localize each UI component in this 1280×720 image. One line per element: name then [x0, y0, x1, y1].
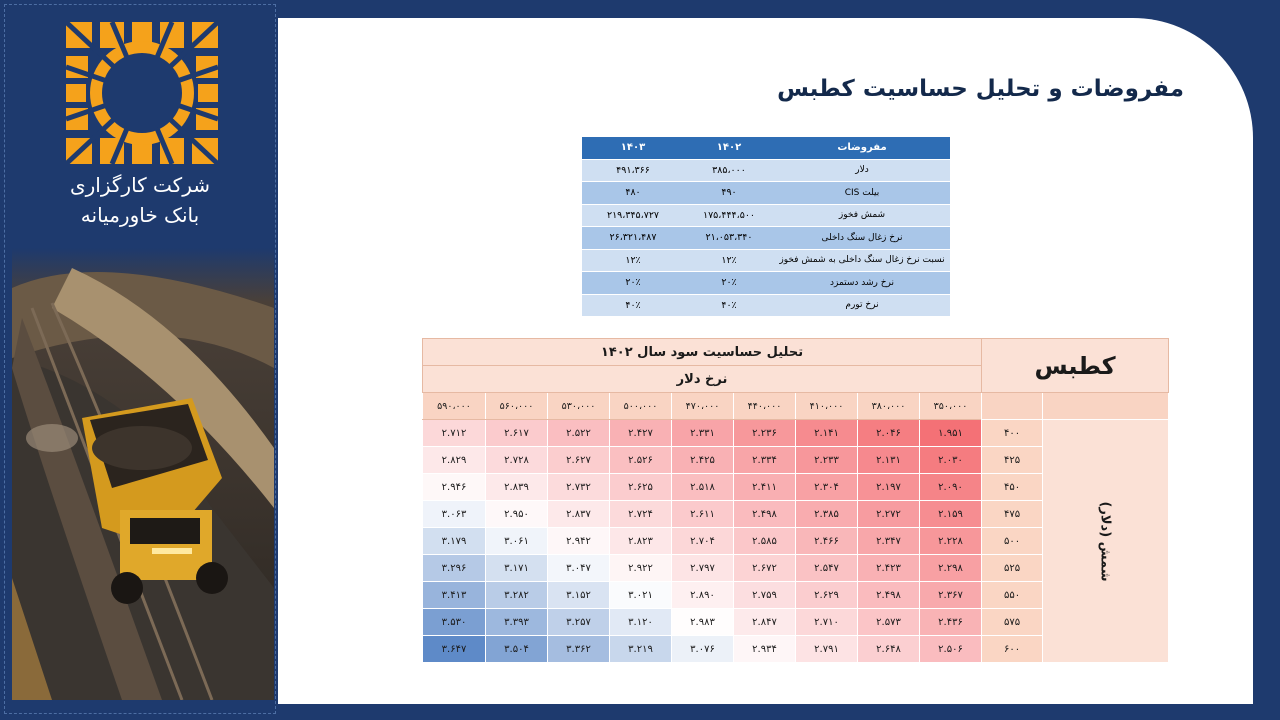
sensitivity-cell: ۲.۴۹۸ — [734, 501, 796, 528]
sensitivity-cell: ۳.۳۹۳ — [486, 609, 548, 636]
sensitivity-cell: ۲.۷۳۲ — [548, 474, 610, 501]
axis-corner — [982, 393, 1043, 420]
ingot-price-header: ۵۰۰ — [982, 528, 1043, 555]
sensitivity-cell: ۳.۲۹۶ — [423, 555, 486, 582]
sidebar — [0, 0, 280, 720]
ingot-price-header: ۴۰۰ — [982, 420, 1043, 447]
sensitivity-cell: ۲.۰۴۶ — [858, 420, 920, 447]
sensitivity-cell: ۲.۶۴۸ — [858, 636, 920, 663]
assumption-label: بیلت CIS — [774, 182, 950, 205]
assumption-label: شمش فخوز — [774, 204, 950, 227]
sensitivity-cell: ۳.۰۶۳ — [423, 501, 486, 528]
assumption-value: ۲۱،۰۵۳،۳۴۰ — [684, 227, 774, 250]
dollar-rate-header: ۳۸۰،۰۰۰ — [858, 393, 920, 420]
sensitivity-cell: ۳.۱۷۹ — [423, 528, 486, 555]
sensitivity-cell: ۲.۶۱۷ — [486, 420, 548, 447]
assumptions-row — [582, 227, 950, 250]
assumption-value: ۴۰٪ — [684, 294, 774, 317]
sensitivity-cell: ۲.۶۲۷ — [548, 447, 610, 474]
assumption-label: نسبت نرخ زغال سنگ داخلی به شمش فخوز — [774, 249, 950, 272]
sensitivity-cell: ۲.۰۹۰ — [920, 474, 982, 501]
brand-name — [40, 170, 240, 230]
sensitivity-cell: ۲.۲۲۸ — [920, 528, 982, 555]
sensitivity-cell: ۲.۲۷۲ — [858, 501, 920, 528]
sensitivity-cell: ۲.۷۹۱ — [796, 636, 858, 663]
sensitivity-cell: ۲.۶۷۲ — [734, 555, 796, 582]
assumptions-header: مفروضات — [774, 137, 950, 159]
sensitivity-cell: ۲.۵۸۵ — [734, 528, 796, 555]
dollar-rate-header: ۵۶۰،۰۰۰ — [486, 393, 548, 420]
sensitivity-cell: ۲.۳۴۷ — [858, 528, 920, 555]
sensitivity-cell: ۲.۶۲۵ — [610, 474, 672, 501]
sensitivity-cell: ۲.۴۱۱ — [734, 474, 796, 501]
sensitivity-cell: ۲.۷۵۹ — [734, 582, 796, 609]
sensitivity-cell: ۲.۷۱۲ — [423, 420, 486, 447]
column-axis-label: نرخ دلار — [423, 366, 982, 393]
sensitivity-cell: ۲.۶۱۱ — [672, 501, 734, 528]
brand-line-1: شرکت کارگزاری — [69, 173, 210, 197]
sensitivity-cell: ۳.۱۲۰ — [610, 609, 672, 636]
sensitivity-cell: ۲.۹۳۴ — [734, 636, 796, 663]
sensitivity-cell: ۲.۲۹۸ — [920, 555, 982, 582]
assumption-value: ۱۲٪ — [684, 249, 774, 272]
company-name: کطبس — [982, 339, 1169, 393]
sensitivity-cell: ۲.۵۴۷ — [796, 555, 858, 582]
sensitivity-cell: ۲.۴۲۷ — [610, 420, 672, 447]
assumptions-header: ۱۴۰۲ — [684, 137, 774, 159]
sensitivity-cell: ۲.۱۴۱ — [796, 420, 858, 447]
sensitivity-cell: ۲.۳۳۱ — [672, 420, 734, 447]
assumptions-row — [582, 182, 950, 205]
sensitivity-cell: ۳.۶۴۷ — [423, 636, 486, 663]
dollar-rate-header: ۴۴۰،۰۰۰ — [734, 393, 796, 420]
sensitivity-cell: ۲.۳۶۷ — [920, 582, 982, 609]
sensitivity-cell: ۳.۰۶۱ — [486, 528, 548, 555]
assumptions-row — [582, 272, 950, 295]
assumption-value: ۲۱۹،۳۴۵،۷۲۷ — [582, 204, 684, 227]
ingot-price-header: ۴۷۵ — [982, 501, 1043, 528]
sensitivity-cell: ۲.۱۹۷ — [858, 474, 920, 501]
assumptions-row — [582, 249, 950, 272]
sensitivity-cell: ۲.۸۳۹ — [486, 474, 548, 501]
sensitivity-cell: ۲.۵۱۸ — [672, 474, 734, 501]
sensitivity-cell: ۳.۲۱۹ — [610, 636, 672, 663]
sensitivity-cell: ۲.۷۰۴ — [672, 528, 734, 555]
sensitivity-cell: ۳.۵۰۴ — [486, 636, 548, 663]
assumption-label: نرخ تورم — [774, 294, 950, 317]
dollar-rate-header: ۵۳۰،۰۰۰ — [548, 393, 610, 420]
assumption-value: ۲۰٪ — [582, 272, 684, 295]
sun-logo-icon — [66, 22, 218, 164]
assumption-value: ۴۸۰ — [582, 182, 684, 205]
sensitivity-row — [423, 420, 1169, 447]
sensitivity-cell: ۱.۹۵۱ — [920, 420, 982, 447]
assumptions-row — [582, 204, 950, 227]
dollar-rate-header: ۴۷۰،۰۰۰ — [672, 393, 734, 420]
sensitivity-cell: ۲.۹۲۲ — [610, 555, 672, 582]
sensitivity-cell: ۲.۹۸۳ — [672, 609, 734, 636]
sensitivity-cell: ۲.۸۴۷ — [734, 609, 796, 636]
assumption-label: نرخ رشد دستمزد — [774, 272, 950, 295]
dollar-rate-header: ۴۱۰،۰۰۰ — [796, 393, 858, 420]
sensitivity-cell: ۳.۵۳۰ — [423, 609, 486, 636]
assumptions-row — [582, 159, 950, 182]
sensitivity-cell: ۲.۴۶۶ — [796, 528, 858, 555]
sensitivity-cell: ۲.۲۳۶ — [734, 420, 796, 447]
assumption-value: ۴۰٪ — [582, 294, 684, 317]
assumptions-table — [582, 137, 950, 317]
assumption-label: نرخ زغال سنگ داخلی — [774, 227, 950, 250]
assumptions-header: ۱۴۰۳ — [582, 137, 684, 159]
ingot-price-header: ۴۲۵ — [982, 447, 1043, 474]
sensitivity-cell: ۲.۳۳۴ — [734, 447, 796, 474]
ingot-price-header: ۵۷۵ — [982, 609, 1043, 636]
sensitivity-cell: ۲.۸۲۹ — [423, 447, 486, 474]
row-axis-label: شمش (دلار) — [1098, 500, 1114, 582]
sensitivity-cell: ۲.۵۲۶ — [610, 447, 672, 474]
sensitivity-cell: ۳.۰۷۶ — [672, 636, 734, 663]
sensitivity-cell: ۲.۸۲۳ — [610, 528, 672, 555]
assumption-value: ۳۸۵،۰۰۰ — [684, 159, 774, 182]
sensitivity-cell: ۲.۶۲۹ — [796, 582, 858, 609]
row-axis-cell — [1043, 420, 1169, 663]
assumptions-row — [582, 294, 950, 317]
sensitivity-cell: ۲.۵۰۶ — [920, 636, 982, 663]
sensitivity-cell: ۳.۰۴۷ — [548, 555, 610, 582]
sensitivity-table — [422, 338, 1169, 663]
sensitivity-cell: ۲.۱۵۹ — [920, 501, 982, 528]
sensitivity-cell: ۳.۳۶۲ — [548, 636, 610, 663]
sensitivity-cell: ۳.۰۲۱ — [610, 582, 672, 609]
sensitivity-cell: ۲.۸۳۷ — [548, 501, 610, 528]
assumption-value: ۱۷۵،۴۴۴،۵۰۰ — [684, 204, 774, 227]
brand-line-2: بانک خاورمیانه — [80, 203, 200, 227]
sensitivity-title: تحلیل حساسیت سود سال ۱۴۰۲ — [423, 339, 982, 366]
ingot-price-header: ۵۵۰ — [982, 582, 1043, 609]
sensitivity-cell: ۳.۲۸۲ — [486, 582, 548, 609]
sensitivity-cell: ۲.۵۷۳ — [858, 609, 920, 636]
sensitivity-cell: ۲.۷۲۸ — [486, 447, 548, 474]
assumption-value: ۴۹۱،۳۶۶ — [582, 159, 684, 182]
sensitivity-cell: ۲.۱۳۱ — [858, 447, 920, 474]
assumption-label: دلار — [774, 159, 950, 182]
sensitivity-cell: ۲.۵۲۲ — [548, 420, 610, 447]
ingot-price-header: ۶۰۰ — [982, 636, 1043, 663]
dollar-rate-header: ۵۰۰،۰۰۰ — [610, 393, 672, 420]
sensitivity-cell: ۲.۳۰۴ — [796, 474, 858, 501]
dollar-rate-header: ۵۹۰،۰۰۰ — [423, 393, 486, 420]
sensitivity-cell: ۲.۲۳۳ — [796, 447, 858, 474]
sensitivity-cell: ۲.۸۹۰ — [672, 582, 734, 609]
sensitivity-cell: ۳.۲۵۷ — [548, 609, 610, 636]
ingot-price-header: ۴۵۰ — [982, 474, 1043, 501]
sensitivity-cell: ۲.۷۲۴ — [610, 501, 672, 528]
sensitivity-cell: ۲.۴۲۳ — [858, 555, 920, 582]
sensitivity-cell: ۲.۰۳۰ — [920, 447, 982, 474]
ingot-price-header: ۵۲۵ — [982, 555, 1043, 582]
sensitivity-cell: ۲.۷۱۰ — [796, 609, 858, 636]
sensitivity-cell: ۲.۹۵۰ — [486, 501, 548, 528]
sensitivity-cell: ۲.۴۹۸ — [858, 582, 920, 609]
assumption-value: ۲۰٪ — [684, 272, 774, 295]
sensitivity-cell: ۲.۷۹۷ — [672, 555, 734, 582]
sensitivity-cell: ۳.۴۱۳ — [423, 582, 486, 609]
dollar-rate-header: ۳۵۰،۰۰۰ — [920, 393, 982, 420]
sensitivity-cell: ۳.۱۷۱ — [486, 555, 548, 582]
sensitivity-cell: ۲.۹۴۲ — [548, 528, 610, 555]
sensitivity-cell: ۲.۴۲۵ — [672, 447, 734, 474]
sensitivity-cell: ۲.۴۳۶ — [920, 609, 982, 636]
page-title: مفروضات و تحلیل حساسیت کطبس — [777, 76, 1184, 102]
sensitivity-cell: ۲.۳۸۵ — [796, 501, 858, 528]
assumption-value: ۴۹۰ — [684, 182, 774, 205]
assumption-value: ۲۶،۳۲۱،۴۸۷ — [582, 227, 684, 250]
sensitivity-cell: ۲.۹۴۶ — [423, 474, 486, 501]
axis-corner — [1043, 393, 1169, 420]
mining-truck-photo — [12, 248, 274, 700]
assumption-value: ۱۲٪ — [582, 249, 684, 272]
sensitivity-cell: ۳.۱۵۲ — [548, 582, 610, 609]
